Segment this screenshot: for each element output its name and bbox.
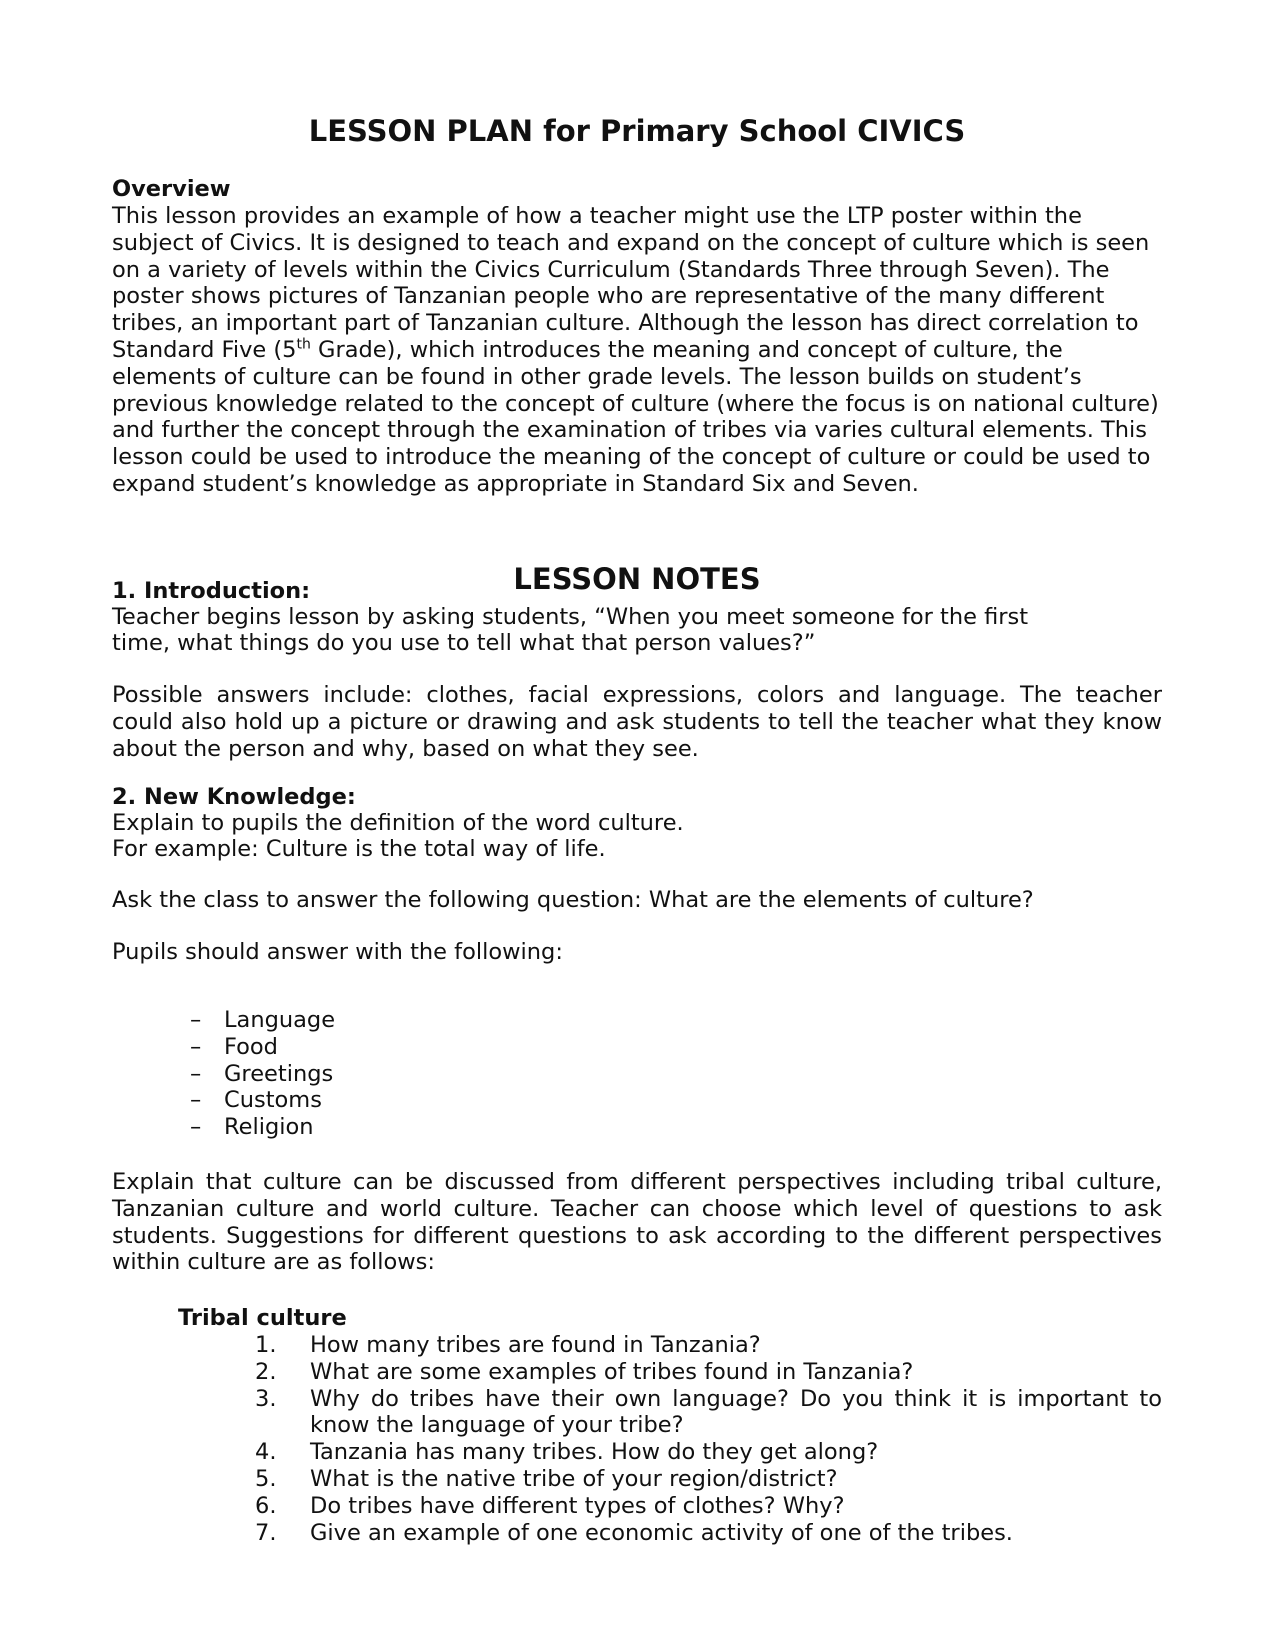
list-item <box>112 1466 1162 1493</box>
list-item-text: How many tribes are found in Tanzania? <box>310 1332 761 1358</box>
list-number: 1. <box>255 1332 277 1358</box>
new-knowledge-heading: 2. New Knowledge: <box>112 784 356 810</box>
list-item-text: Food <box>224 1033 278 1060</box>
list-item-text: Religion <box>224 1114 314 1141</box>
list-number: 4. <box>255 1439 277 1466</box>
definition-line-2: For example: Culture is the total way of life. <box>112 836 606 862</box>
dash-bullet: – <box>190 1007 202 1033</box>
lesson-notes-title: LESSON NOTES <box>513 562 761 596</box>
introduction-heading: 1. Introduction: <box>112 578 311 604</box>
list-item <box>112 1359 1162 1386</box>
dash-bullet: – <box>190 1114 202 1141</box>
overview-heading: Overview <box>112 176 231 202</box>
page-title: LESSON PLAN for Primary School CIVICS <box>308 114 966 148</box>
definition-line-1: Explain to pupils the definition of the word culture. <box>112 810 684 836</box>
tribal-questions-list <box>112 1332 1162 1546</box>
introduction-line-2: time, what things do you use to tell what that person values?” <box>112 630 816 656</box>
list-item <box>112 1520 1162 1547</box>
list-number: 7. <box>255 1519 277 1546</box>
possible-answers-paragraph: Possible answers include: clothes, facial expressions, colors and language. The teacher could also hold up a picture or drawing and ask students to tell the teacher what they know about the person and why, based on what they see. <box>112 682 1162 762</box>
tribal-culture-heading: Tribal culture <box>178 1305 347 1331</box>
list-item-text: Why do tribes have their own language? Do you think it is important to know the language of your tribe? <box>310 1385 1162 1439</box>
list-item-text: What are some examples of tribes found in Tanzania? <box>310 1358 914 1385</box>
list-item-text: Do tribes have different types of clothes? Why? <box>310 1492 845 1519</box>
list-number: 5. <box>255 1465 277 1492</box>
list-item <box>112 1332 1162 1359</box>
list-number: 3. <box>255 1385 277 1412</box>
list-item-text: Tanzania has many tribes. How do they get along? <box>310 1439 879 1466</box>
overview-text-part1: This lesson provides an example of how a teacher might use the LTP poster within the subject of Civics. It is designed to teach and expand on the concept of culture which is seen on a variety of levels within the Civics Curriculum (Standards Three through Seven). The poster shows pictures of Tanzanian people who are representative of the many different tribes, an important part of Tanzanian culture. Although the lesson has direct correlation to Standard Five (5 <box>112 203 1150 363</box>
list-item-text: Customs <box>224 1087 322 1114</box>
list-item-text: What is the native tribe of your region/district? <box>310 1465 838 1492</box>
list-item-text: Language <box>224 1007 336 1033</box>
list-item <box>112 1439 1162 1466</box>
overview-text-part2: Grade), which introduces the meaning and concept of culture, the elements of culture can be found in other grade levels. The lesson builds on student’s previous knowledge related to the concept of culture (where the focus is on national culture) and further the concept through the examination of tribes via varies cultural elements. This lesson could be used to introduce the meaning of the concept of culture or could be used to expand student’s knowledge as appropriate in Standard Six and Seven. <box>112 336 1159 497</box>
list-number: 2. <box>255 1358 277 1385</box>
elements-question: Ask the class to answer the following question: What are the elements of culture? <box>112 887 1034 913</box>
list-item <box>112 1493 1162 1520</box>
pupils-answer-intro: Pupils should answer with the following: <box>112 939 563 965</box>
list-item-text: Give an example of one economic activity of one of the tribes. <box>310 1519 1013 1546</box>
overview-paragraph <box>112 203 1162 498</box>
dash-bullet: – <box>190 1033 202 1060</box>
introduction-line-1: Teacher begins lesson by asking students, “When you meet someone for the first <box>112 604 1029 630</box>
list-item <box>112 1386 1162 1440</box>
dash-bullet: – <box>190 1060 202 1087</box>
list-item-text: Greetings <box>224 1060 334 1087</box>
overview-superscript: th <box>296 336 311 353</box>
perspectives-paragraph: Explain that culture can be discussed from different perspectives including tribal culture, Tanzanian culture and world culture. Teacher can choose which level of questions to ask students. Suggestions for different questions to ask according to the different perspectives within culture are as follows: <box>112 1169 1162 1276</box>
list-number: 6. <box>255 1492 277 1519</box>
dash-bullet: – <box>190 1087 202 1114</box>
